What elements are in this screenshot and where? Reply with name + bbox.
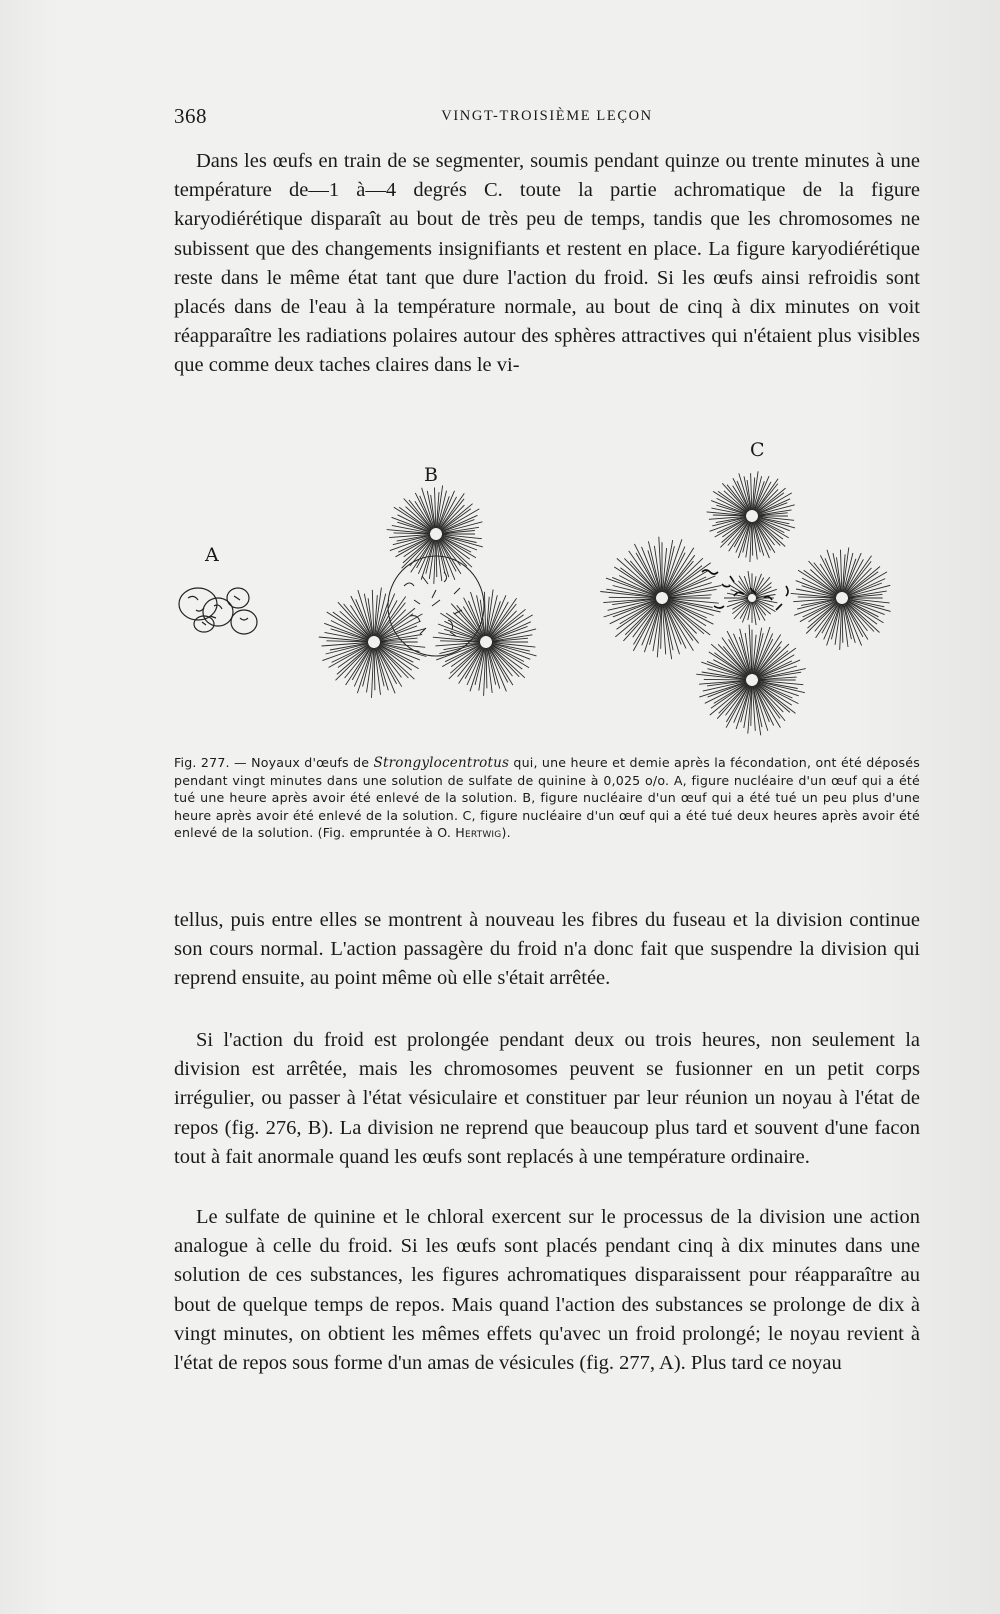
paragraph-quinine-chloral: Le sulfate de quinine et le chloral exercent sur le processus de la division une action analogue à celle du froid. Si les œufs sont placés pendant cinq à dix minutes dans une solution de ces substances, les figures achromatiques disparaissent pour réapparaître au bout de quelque temps de repos. Mais quand l'action des substances se prolonge de dix à vingt minutes, on obtient les mêmes effets qu'avec un froid prolongé; le noyau revient à l'état de repos sous forme d'un amas de vésicules (fig. 277, A). Plus tard ce noyau: [174, 1206, 920, 1375]
paragraph-cold-effect: Dans les œufs en train de se segmenter, soumis pendant quinze ou trente minutes à une température de—1 à—4 degrés C. toute la partie achromatique de la figure karyodiérétique disparaît au bout de très peu de temps, tandis que les chromosomes ne subissent que des changements insignifiants et restent en place. La figure karyodiérétique reste dans le même état tant que dure l'action du froid. Si les œufs ainsi refroidis sont placés dans de l'eau à la température normale, au bout de cinq à dix minutes on voit réapparaître les radiations polaires autour des sphères attractives qui n'étaient plus visibles que comme deux taches claires dans le vi-: [174, 150, 920, 377]
aster-c-bottom: [696, 625, 805, 736]
figure-277: [174, 439, 920, 746]
figure-label-c: C: [750, 439, 765, 461]
caption-body: qui, une heure et demie après la fécondation, ont été déposés pendant vingt minutes dans une solution de sulfate de quinine à 0,025 o/o. A, figure nucléaire d'un œuf qui a été tué une heure après avoir été enlevé de la solution. B, figure nucléaire d'un œuf qui a été tué un peu plus d'une heure après avoir été enlevé de la solution. C, figure nucléaire d'un œuf qui a été tué deux heures après avoir été enlevé de la solution. (Fig. empruntée à O.: [174, 755, 920, 840]
caption-author: Hertwig: [455, 824, 502, 840]
nucleus-illustration: [174, 446, 920, 746]
running-title: VINGT-TROISIÈME LEÇON: [441, 108, 653, 124]
paragraph-prolonged-cold: Si l'action du froid est prolongée pendant deux ou trois heures, non seulement la division est arrêtée, mais les chromosomes peuvent se fusionner en un petit corps irrégulier, ou passer à l'état vésiculaire et constituer par leur réunion un noyau à l'état de repos (fig. 276, B). La division ne reprend que beaucoup plus tard et souvent d'une facon tout à fait anormale quand les œufs sont replacés à une température ordinaire.: [174, 1029, 920, 1168]
page-header: [174, 104, 920, 134]
figure-label-a: A: [205, 544, 219, 566]
aster-c-left: [600, 537, 721, 660]
nucleus-a-drawing: [179, 588, 257, 634]
caption-suffix: ).: [501, 824, 511, 840]
caption-species-name: Strongylocentrotus: [373, 755, 510, 771]
figure-label-b: B: [424, 464, 438, 486]
paragraph-continuation: tellus, puis entre elles se montrent à nouveau les fibres du fuseau et la division continue son cours normal. L'action passagère du froid n'a donc fait que suspendre la division qui reprend ensuite, au point même où elle s'était arrêtée.: [174, 909, 920, 990]
caption-prefix: Fig. 277. — Noyaux d'œufs de: [174, 755, 374, 770]
aster-b-right: [433, 590, 537, 696]
aster-c-top: [707, 471, 795, 562]
figure-caption: [174, 754, 920, 841]
aster-c-right: [791, 548, 891, 650]
page-number: 368: [174, 104, 207, 128]
aster-b-left: [319, 588, 427, 698]
